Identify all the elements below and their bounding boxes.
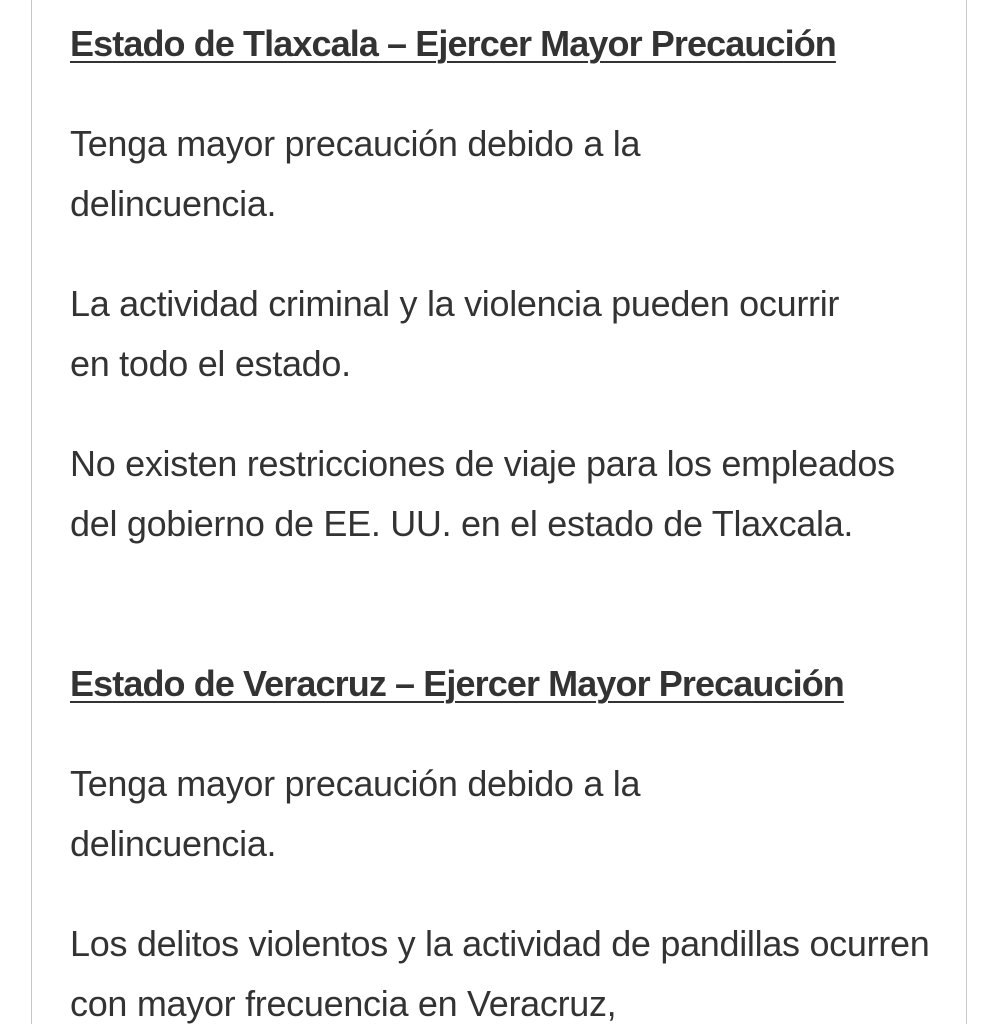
tlaxcala-paragraph-crime: Tenga mayor precaución debido a la delincuencia. [70,123,641,224]
veracruz-paragraph-crime: Tenga mayor precaución debido a la delincuencia. [70,763,641,864]
tlaxcala-paragraph-violence: La actividad criminal y la violencia pueden ocurrir en todo el estado. [70,283,840,384]
veracruz-paragraph-gangs: Los delitos violentos y la actividad de pandillas ocurren con mayor frecuencia en Veracruz, [70,923,930,1024]
tlaxcala-heading: Estado de Tlaxcala – Ejercer Mayor Precaución [70,23,836,64]
veracruz-heading: Estado de Veracruz – Ejercer Mayor Precaución [70,663,844,704]
tlaxcala-paragraph-restrictions: No existen restricciones de viaje para los empleados del gobierno de EE. UU. en el estado de Tlaxcala. [70,443,895,544]
